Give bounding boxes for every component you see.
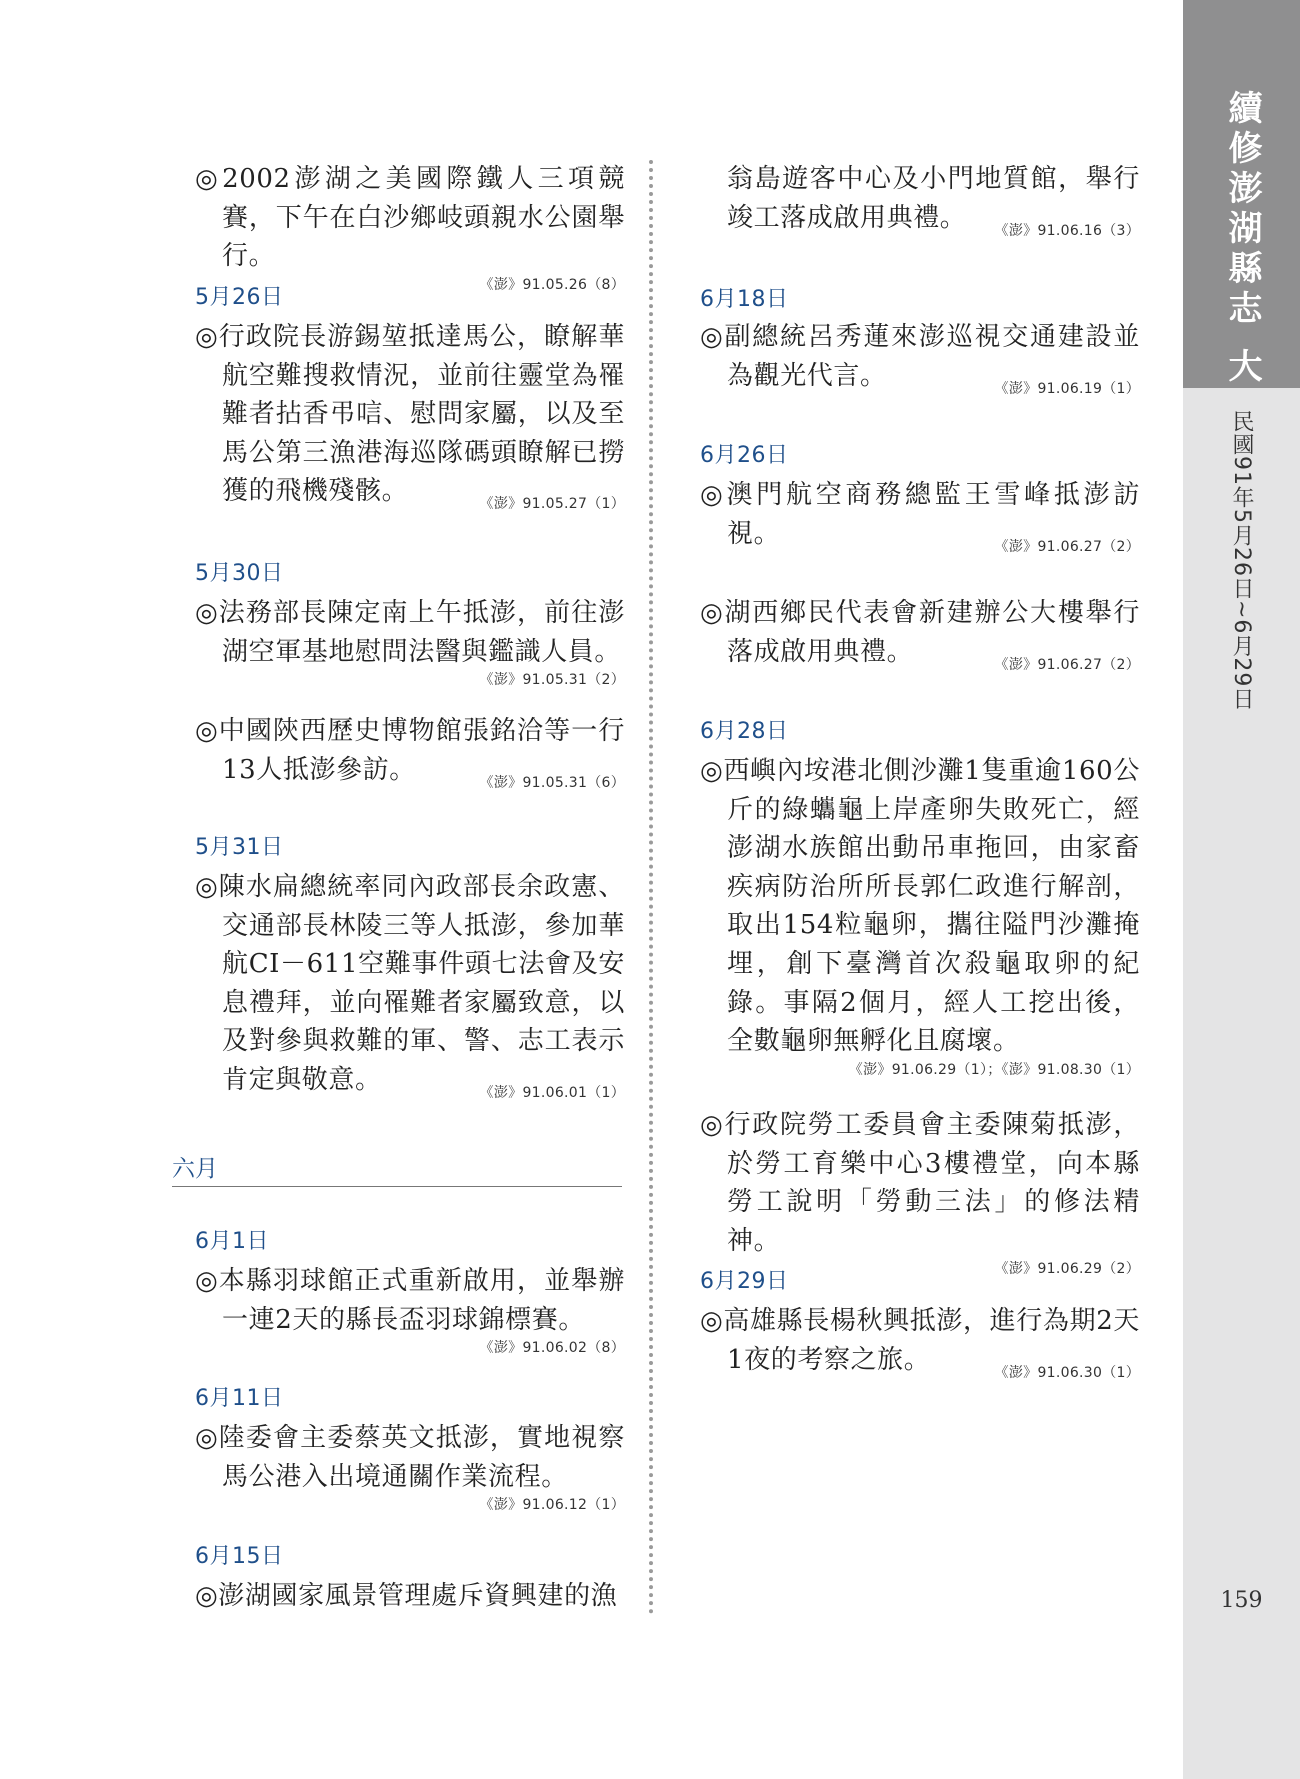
citation: 《澎》91.05.31（6） (479, 774, 625, 791)
event-entry (700, 1302, 1140, 1392)
citation: 《澎》91.06.27（2） (994, 538, 1140, 555)
citation: 《澎》91.06.16（3） (994, 222, 1140, 239)
event-text: ◎澳門航空商務總監王雪峰抵澎訪視。 (700, 480, 1140, 549)
event-entry (700, 160, 1140, 250)
column-divider (649, 160, 653, 1615)
event-entry (195, 318, 625, 524)
date-heading: 5月31日 (195, 835, 284, 860)
event-text: ◎陳水扁總統率同內政部長余政憲、交通部長林陵三等人抵澎，參加華航CI－611空難事件頭七法會及安息禮拜，並向罹難者家屬致意，以及對參與救難的軍、警、志工表示肯定與敬意。 (195, 872, 625, 1095)
citation: 《澎》91.06.27（2） (994, 656, 1140, 673)
date-range: 民國91年5月26日∼6月29日 (1229, 410, 1254, 711)
citation: 《澎》91.06.29（1）；《澎》91.08.30（1） (848, 1061, 1140, 1078)
event-entry (700, 318, 1140, 408)
citation: 《澎》91.06.19（1） (994, 380, 1140, 397)
sidebar (1105, 0, 1300, 1779)
citation: 《澎》91.06.01（1） (479, 1084, 625, 1101)
event-text: ◎法務部長陳定南上午抵澎，前往澎湖空軍基地慰問法醫與鑑識人員。 (195, 598, 625, 667)
event-text: ◎湖西鄉民代表會新建辦公大樓舉行落成啟用典禮。 (700, 598, 1140, 667)
date-heading: 5月30日 (195, 561, 284, 586)
event-text: ◎本縣羽球館正式重新啟用，並舉辦一連2天的縣長盃羽球錦標賽。 (195, 1266, 625, 1335)
event-entry (195, 1577, 625, 1616)
event-entry (195, 868, 625, 1113)
citation: 《澎》91.05.31（2） (479, 672, 625, 689)
citation: 《澎》91.05.27（1） (479, 496, 625, 513)
book-title: 續修澎湖縣志 大事記 (1105, 90, 1262, 388)
event-text: ◎副總統呂秀蓮來澎巡視交通建設並為觀光代言。 (700, 322, 1140, 391)
event-entry (195, 1419, 625, 1514)
date-heading: 6月11日 (195, 1386, 284, 1411)
date-heading: 5月26日 (195, 285, 284, 310)
event-entry (195, 712, 625, 802)
citation: 《澎》91.05.26（8） (479, 276, 625, 293)
event-entry (700, 594, 1140, 684)
citation: 《澎》91.06.02（8） (479, 1340, 625, 1357)
event-text: ◎中國陝西歷史博物館張銘洽等一行13人抵澎參訪。 (195, 716, 625, 785)
date-heading: 6月28日 (700, 719, 789, 744)
event-entry (700, 752, 1140, 1079)
citation: 《澎》91.06.29（2） (994, 1261, 1140, 1278)
event-text: ◎行政院長游錫堃抵達馬公，瞭解華航空難搜救情況，並前往靈堂為罹難者拈香弔唁、慰問家屬，以及至馬公第三漁港海巡隊碼頭瞭解已撈獲的飛機殘骸。 (195, 322, 625, 507)
event-entry (195, 160, 625, 294)
event-text: ◎陸委會主委蔡英文抵澎，實地視察馬公港入出境通關作業流程。 (195, 1423, 625, 1492)
month-heading: 六月 (172, 1150, 622, 1187)
event-entry (195, 594, 625, 689)
date-heading: 6月15日 (195, 1544, 284, 1569)
date-heading: 6月1日 (195, 1229, 269, 1254)
page-number: 159 (1220, 1588, 1263, 1613)
event-text: ◎西嶼內垵港北側沙灘1隻重逾160公斤的綠蠵龜上岸產卵失敗死亡，經澎湖水族館出動吊車拖回，由家畜疾病防治所所長郭仁政進行解剖，取出154粒龜卵，攜往隘門沙灘掩埋，創下臺灣首次殺龜取卵的紀錄。事隔2個月，經人工挖出後，全數龜卵無孵化且腐壞。 (700, 756, 1140, 1057)
event-entry (195, 1262, 625, 1357)
date-heading: 6月18日 (700, 287, 789, 312)
citation: 《澎》91.06.30（1） (994, 1364, 1140, 1381)
event-entry (700, 476, 1140, 566)
event-text: ◎行政院勞工委員會主委陳菊抵澎，於勞工育樂中心3樓禮堂，向本縣勞工說明「勞動三法」的修法精神。 (700, 1110, 1140, 1256)
event-entry (700, 1106, 1140, 1278)
citation: 《澎》91.06.12（1） (479, 1497, 625, 1514)
sidebar-title-block (1105, 0, 1300, 388)
event-text: ◎2002澎湖之美國際鐵人三項競賽，下午在白沙鄉岐頭親水公園舉行。 (195, 164, 625, 272)
date-heading: 6月29日 (700, 1269, 789, 1294)
event-text: ◎澎湖國家風景管理處斥資興建的漁 (195, 1581, 618, 1611)
event-text: 翁島遊客中心及小門地質館，舉行竣工落成啟用典禮。 (727, 164, 1140, 233)
date-heading: 6月26日 (700, 443, 789, 468)
event-text: ◎高雄縣長楊秋興抵澎，進行為期2天1夜的考察之旅。 (700, 1306, 1140, 1375)
